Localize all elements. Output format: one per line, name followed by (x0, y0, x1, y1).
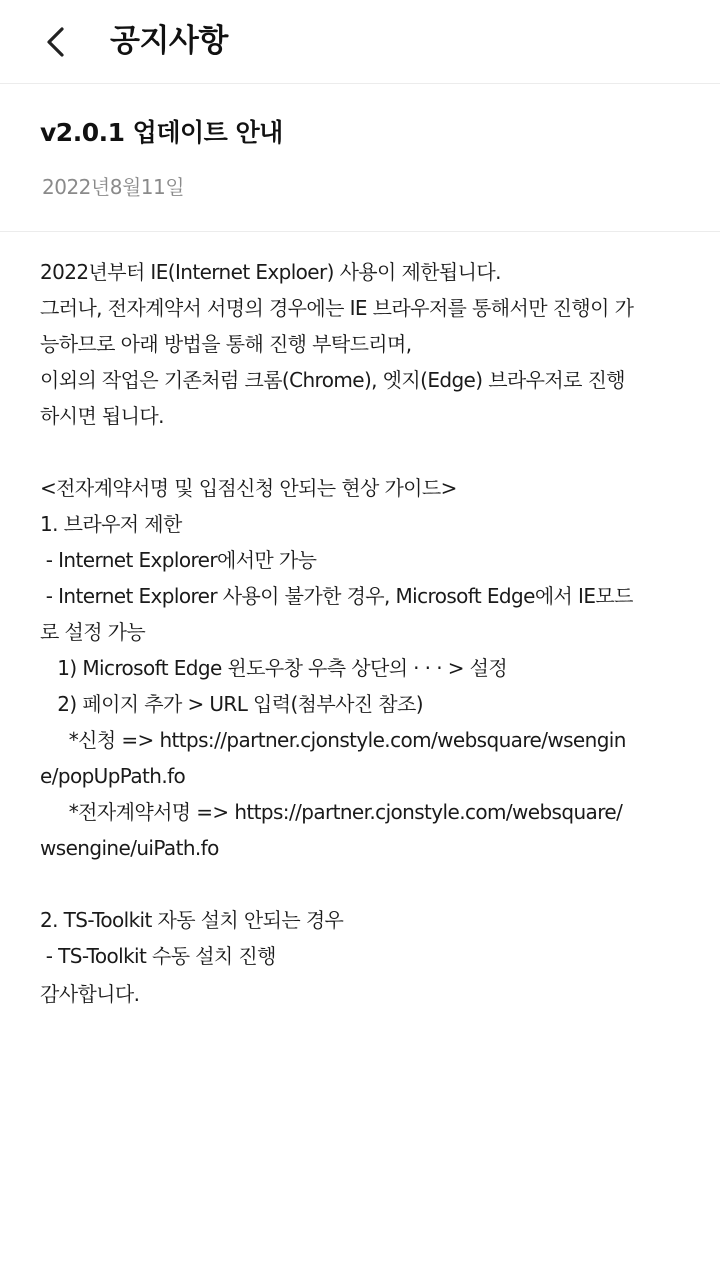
body-line: 2) 페이지 추가 > URL 입력(첨부사진 참조) (40, 692, 423, 716)
body-line-blank (40, 866, 690, 902)
body-line: 1) Microsoft Edge 윈도우창 우측 상단의 · · · > 설정 (40, 656, 508, 680)
chevron-left-icon (42, 26, 74, 58)
body-line: 능하므로 아래 방법을 통해 진행 부탁드리며, (40, 332, 412, 356)
app-bar (0, 0, 720, 84)
notice-header (0, 84, 720, 232)
body-line: wsengine/uiPath.fo (40, 836, 219, 860)
body-line: 2022년부터 IE(Internet Exploer) 사용이 제한됩니다. (40, 260, 501, 284)
notice-date: 2022년8월11일 (42, 175, 185, 199)
body-line: 로 설정 가능 (40, 620, 146, 644)
body-line: 하시면 됩니다. (40, 404, 164, 428)
body-line: - Internet Explorer 사용이 불가한 경우, Microsoft Edge에서 IE모드 (40, 584, 633, 608)
body-line: 1. 브라우저 제한 (40, 512, 182, 536)
notice-body (40, 254, 690, 1012)
page-title: 공지사항 (110, 23, 228, 59)
body-line: *신청 => https://partner.cjonstyle.com/websquare/wsengin (40, 728, 626, 752)
body-line: 이외의 작업은 기존처럼 크롬(Chrome), 엣지(Edge) 브라우저로 진행 (40, 368, 626, 392)
closing-text: 감사합니다. (40, 982, 140, 1006)
notice-title: v2.0.1 업데이트 안내 (40, 118, 283, 147)
body-line: 그러나, 전자계약서 서명의 경우에는 IE 브라우저를 통해서만 진행이 가 (40, 296, 634, 320)
body-line: - Internet Explorer에서만 가능 (40, 548, 317, 572)
body-line: - TS-Toolkit 수동 설치 진행 (40, 944, 276, 968)
body-line: e/popUpPath.fo (40, 764, 186, 788)
body-line: 2. TS-Toolkit 자동 설치 안되는 경우 (40, 908, 344, 932)
body-line: <전자계약서명 및 입점신청 안되는 현상 가이드> (40, 476, 457, 500)
body-line: *전자계약서명 => https://partner.cjonstyle.com/websquare/ (40, 800, 623, 824)
back-button[interactable] (30, 14, 86, 70)
body-line-blank (40, 434, 690, 470)
